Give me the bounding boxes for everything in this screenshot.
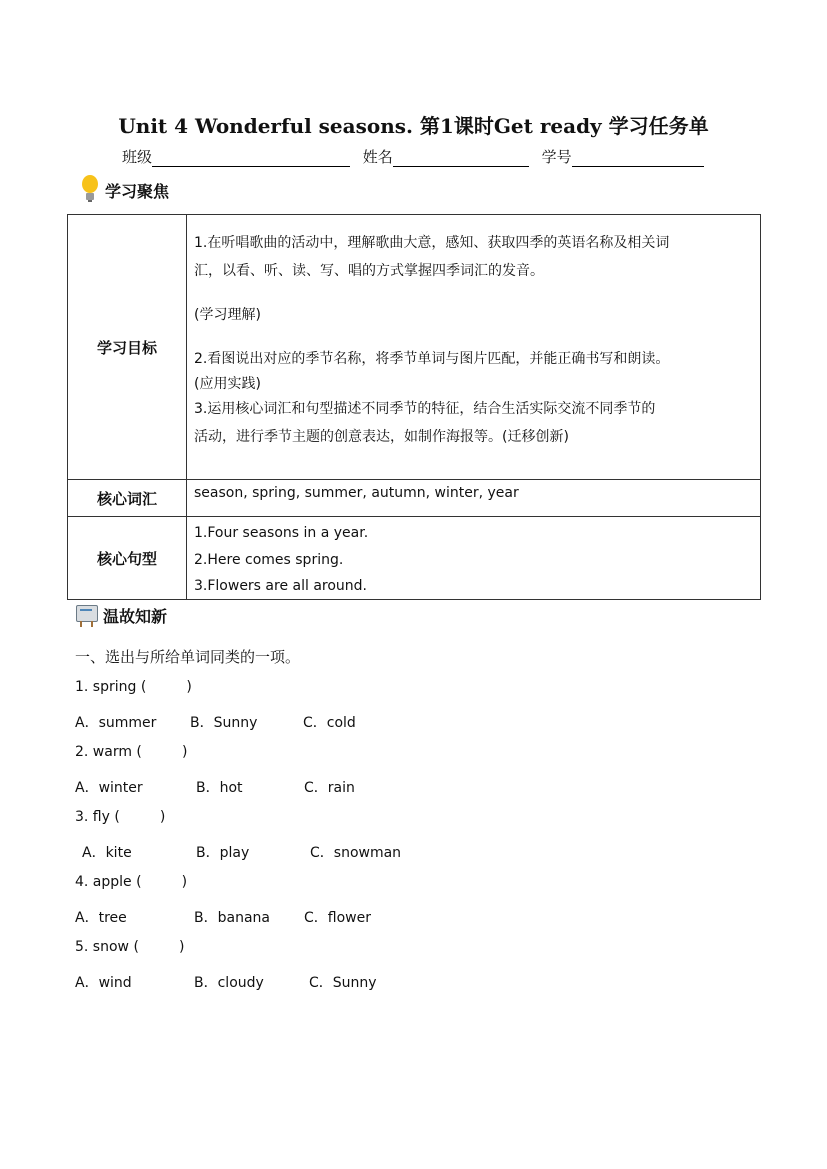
row-label: 学习目标 (68, 215, 187, 480)
student-info-line (122, 146, 712, 167)
section-heading-review (76, 604, 167, 627)
option-b[interactable]: B．play (196, 845, 250, 861)
option-a[interactable]: A．tree (75, 910, 127, 926)
goal-line: (应用实践) (194, 376, 261, 392)
question-stem: 1. spring ( ) (75, 679, 192, 695)
option-a[interactable]: A．wind (75, 975, 132, 991)
sentence-line: 2.Here comes spring. (194, 552, 344, 568)
section-title: 温故知新 (103, 607, 168, 626)
row-label: 核心词汇 (68, 480, 187, 517)
table-row (68, 480, 761, 517)
question-stem: 2. warm ( ) (75, 744, 188, 760)
option-a[interactable]: A．summer (75, 715, 157, 731)
table-row (68, 215, 761, 480)
number-label: 学号 (541, 148, 572, 166)
table-row (68, 517, 761, 600)
sentence-line: 3.Flowers are all around. (194, 578, 368, 594)
goal-line: 1.在听唱歌曲的活动中，理解歌曲大意，感知、获取四季的英语名称及相关词 (194, 235, 670, 251)
number-blank[interactable] (572, 150, 704, 167)
option-a[interactable]: A．winter (75, 780, 143, 796)
option-b[interactable]: B．banana (194, 910, 270, 926)
name-blank[interactable] (393, 150, 529, 167)
page-title: Unit 4 Wonderful seasons. 第1课时Get ready 学习任务单 (118, 114, 709, 138)
option-c[interactable]: C．Sunny (309, 975, 377, 991)
goal-line: 2.看图说出对应的季节名称，将季节单词与图片匹配，并能正确书写和朗读。 (194, 351, 670, 367)
question-stem: 4. apple ( ) (75, 874, 188, 890)
goal-line: 活动，进行季节主题的创意表达，如制作海报等。(迁移创新) (194, 429, 569, 445)
blackboard-icon (76, 605, 98, 627)
option-c[interactable]: C．rain (304, 780, 355, 796)
option-b[interactable]: B．cloudy (194, 975, 264, 991)
goal-line: 3.运用核心词汇和句型描述不同季节的特征，结合生活实际交流不同季节的 (194, 401, 656, 417)
option-a[interactable]: A．kite (82, 845, 132, 861)
class-blank[interactable] (152, 150, 350, 167)
class-label: 班级 (122, 148, 153, 166)
name-label: 姓名 (362, 148, 393, 166)
learning-table (67, 214, 761, 600)
option-c[interactable]: C．flower (304, 910, 371, 926)
question-stem: 5. snow ( ) (75, 939, 185, 955)
question-stem: 3. fly ( ) (75, 809, 166, 825)
row-content: season, spring, summer, autumn, winter, year (187, 480, 761, 517)
option-c[interactable]: C．cold (303, 715, 356, 731)
row-content (187, 215, 761, 480)
option-c[interactable]: C．snowman (310, 845, 402, 861)
section-heading-focus (79, 175, 169, 205)
row-label: 核心句型 (68, 517, 187, 600)
exercise-instruction: 一、选出与所给单词同类的一项。 (75, 648, 301, 666)
sentence-line: 1.Four seasons in a year. (194, 525, 369, 541)
goal-line: 汇，以看、听、读、写、唱的方式掌握四季词汇的发音。 (194, 263, 544, 279)
goal-line: (学习理解) (194, 307, 261, 323)
section-title: 学习聚焦 (105, 181, 170, 201)
option-b[interactable]: B．Sunny (190, 715, 258, 731)
row-content (187, 517, 761, 600)
option-b[interactable]: B．hot (196, 780, 243, 796)
lightbulb-icon (79, 175, 101, 205)
